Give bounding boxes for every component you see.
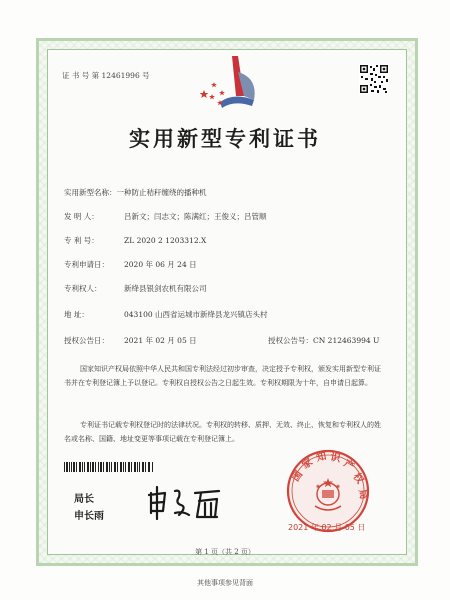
svg-text:局: 局	[356, 488, 369, 501]
utility-model-name-label: 实用新型名称：	[64, 188, 117, 197]
grant-number-label: 授权公告号：	[268, 336, 313, 345]
utility-model-name-value: 一种防止秸秆缠绕的播种机	[116, 188, 207, 197]
barcode-icon	[64, 462, 154, 472]
grant-date-label: 授权公告日：	[64, 336, 109, 345]
patentee-value: 新绛县银剑农机有限公司	[124, 284, 207, 293]
signature-icon	[145, 483, 225, 523]
grant-number-value: CN 212463994 U	[313, 336, 380, 345]
svg-text:知: 知	[315, 451, 328, 464]
grant-number-field	[268, 335, 379, 346]
patent-number-value: ZL 2020 2 1203312.X	[124, 236, 207, 245]
address-label: 地 址：	[64, 310, 89, 319]
seal-date: 2021 年 02 月 05 日	[288, 523, 366, 532]
svg-text:权: 权	[350, 471, 366, 486]
utility-model-name-row	[64, 187, 207, 198]
qr-code-icon	[359, 64, 389, 94]
cnipa-logo-icon	[198, 52, 270, 114]
commissioner-name: 申长雨	[74, 511, 104, 522]
patentee-label: 专利权人：	[64, 284, 102, 293]
grant-date-row	[64, 335, 197, 346]
inventor-row	[64, 211, 267, 222]
svg-text:家: 家	[300, 456, 315, 472]
certificate-title: 实用新型专利证书	[129, 127, 321, 151]
inventor-label: 发 明 人：	[64, 212, 99, 221]
patent-number-row	[64, 235, 206, 246]
address-value: 043100 山西省运城市新绛县龙兴镇店头村	[124, 310, 268, 319]
legal-status-paragraph: 专利证书记载专利权登记时的法律状况。专利权的转移、质押、无效、终止、恢复和专利权人的姓名或名称、国籍、地址变更等事项记载在专利登记簿上。	[64, 421, 381, 443]
patentee-row	[64, 283, 207, 294]
certificate-number: 证 书 号 第 12461996 号	[62, 71, 150, 80]
page-number: 第 1 页（共 2 页）	[195, 548, 255, 556]
filing-date-row	[64, 259, 197, 270]
svg-text:识: 识	[329, 452, 342, 465]
commissioner-title: 局长	[74, 494, 94, 505]
svg-text:产: 产	[341, 458, 356, 473]
filing-date-label: 专利申请日：	[64, 260, 109, 269]
address-row	[64, 309, 268, 320]
footer-note: 其他事项参见背面	[197, 579, 253, 587]
svg-text:国: 国	[290, 469, 306, 484]
inventor-value: 吕新文；闫志文；陈满红；王俊义；吕管顺	[124, 212, 267, 221]
grant-date-value: 2021 年 02 月 05 日	[124, 336, 197, 345]
filing-date-value: 2020 年 06 月 24 日	[124, 260, 197, 269]
grant-paragraph: 国家知识产权局依照中华人民共和国专利法经过初步审查，决定授予专利权，颁发实用新型专利证书并在专利登记簿上予以登记。专利权自授权公告之日起生效。专利权期限为十年，自申请日起算。	[64, 365, 381, 387]
patent-number-label: 专 利 号：	[64, 236, 99, 245]
